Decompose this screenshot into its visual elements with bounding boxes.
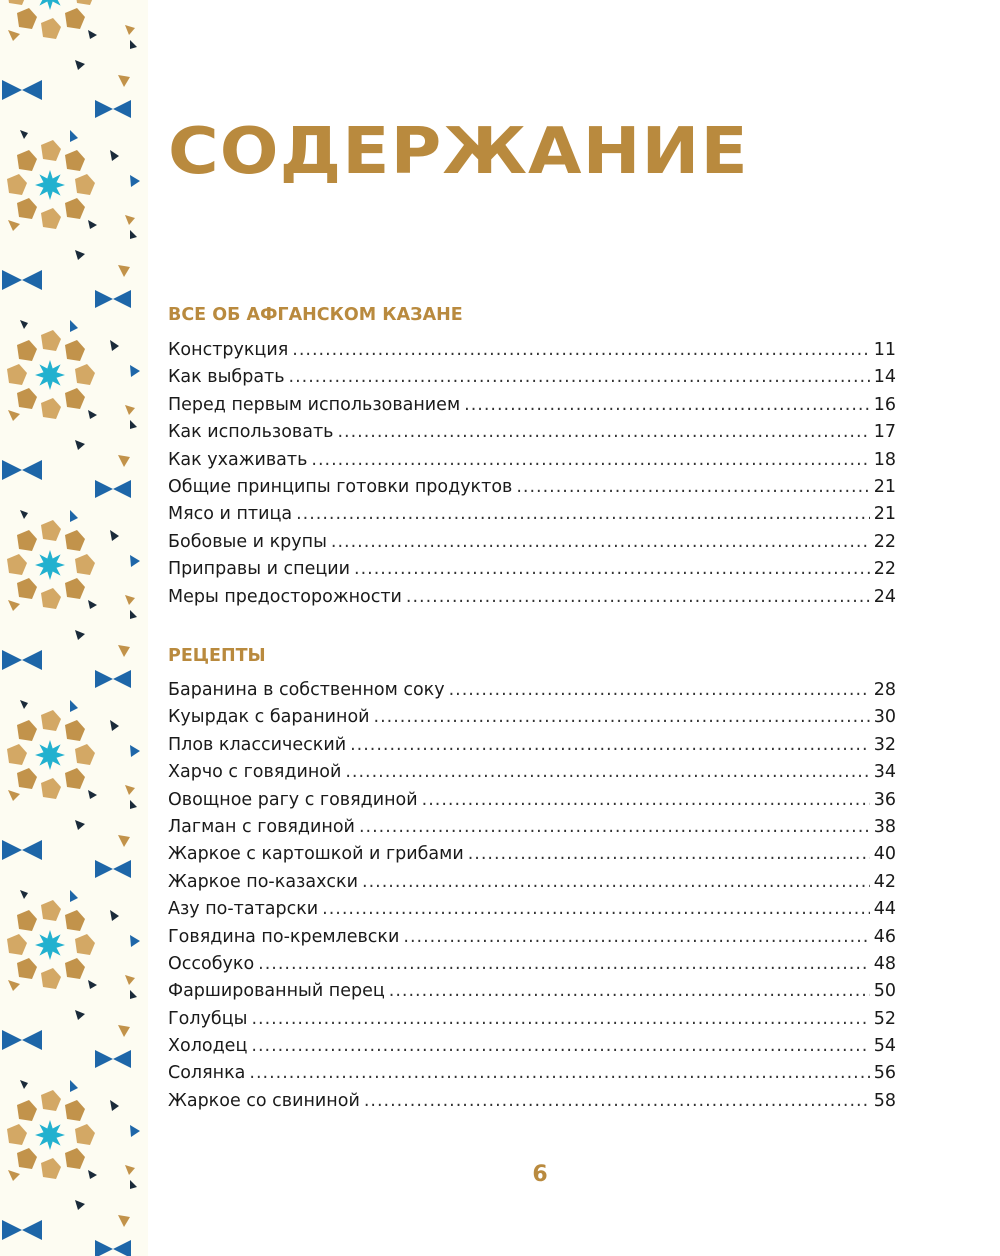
toc-dot-leader: [389, 978, 870, 1005]
toc-dot-leader: [345, 759, 869, 786]
toc-dot-leader: [249, 1060, 869, 1087]
toc-entry-page: 14: [873, 367, 896, 388]
toc-entry[interactable]: [168, 584, 896, 611]
toc-dot-leader: [251, 1006, 869, 1033]
toc-entry-page: 21: [873, 504, 896, 525]
toc-entry-page: 21: [873, 476, 896, 497]
toc-dot-leader: [337, 419, 869, 446]
toc-entry-page: 17: [873, 422, 896, 443]
section-heading-kazan: ВСЕ ОБ АФГАНСКОМ КАЗАНЕ: [168, 305, 463, 325]
toc-entry[interactable]: [168, 1060, 896, 1087]
toc-dot-leader: [251, 1033, 869, 1060]
toc-dot-leader: [468, 841, 870, 868]
toc-entry-page: 36: [873, 789, 896, 810]
toc-dot-leader: [322, 896, 870, 923]
toc-entry-label: Плов классический: [168, 734, 347, 755]
toc-entry[interactable]: [168, 419, 896, 446]
toc-entry-page: 24: [873, 586, 896, 607]
toc-dot-leader: [362, 869, 870, 896]
toc-dot-leader: [406, 584, 870, 611]
toc-list-recipes: [168, 677, 896, 1115]
toc-dot-leader: [331, 529, 870, 556]
toc-entry-label: Мясо и птица: [168, 504, 293, 525]
toc-entry-page: 22: [873, 531, 896, 552]
toc-entry-page: 54: [873, 1036, 896, 1057]
toc-entry[interactable]: [168, 814, 896, 841]
toc-dot-leader: [374, 704, 870, 731]
toc-entry-page: 40: [873, 844, 896, 865]
toc-entry[interactable]: [168, 896, 896, 923]
section-heading-recipes: РЕЦЕПТЫ: [168, 646, 266, 666]
toc-dot-leader: [350, 732, 870, 759]
toc-entry-label: Говядина по-кремлевски: [168, 926, 400, 947]
toc-dot-leader: [359, 814, 870, 841]
toc-entry-page: 48: [873, 953, 896, 974]
toc-entry[interactable]: [168, 704, 896, 731]
page-number: 6: [532, 1162, 548, 1187]
toc-entry-label: Общие принципы готовки продуктов: [168, 476, 513, 497]
toc-entry[interactable]: [168, 787, 896, 814]
decorative-ornament-strip: [0, 0, 148, 1256]
toc-entry-page: 34: [873, 762, 896, 783]
toc-dot-leader: [449, 677, 870, 704]
geometric-pattern-icon: [0, 0, 148, 1256]
toc-entry-label: Жаркое с картошкой и грибами: [168, 844, 464, 865]
toc-entry-label: Бобовые и крупы: [168, 531, 327, 552]
toc-entry-label: Конструкция: [168, 340, 289, 360]
toc-entry-page: 28: [873, 680, 896, 700]
toc-dot-leader: [464, 392, 870, 419]
toc-entry-label: Солянка: [168, 1063, 246, 1084]
toc-entry-page: 56: [873, 1063, 896, 1084]
toc-entry[interactable]: [168, 978, 896, 1005]
toc-entry-label: Азу по-татарски: [168, 899, 319, 920]
toc-entry-page: 52: [873, 1008, 896, 1029]
toc-entry-label: Как выбрать: [168, 367, 285, 388]
toc-entry-page: 38: [873, 816, 896, 837]
toc-dot-leader: [364, 1088, 870, 1115]
toc-entry[interactable]: [168, 841, 896, 868]
toc-entry-label: Баранина в собственном соку: [168, 680, 445, 700]
toc-entry[interactable]: [168, 924, 896, 951]
toc-entry[interactable]: [168, 1033, 896, 1060]
toc-entry-label: Голубцы: [168, 1008, 248, 1029]
toc-entry[interactable]: [168, 951, 896, 978]
page-title: СОДЕРЖАНИЕ: [168, 115, 749, 189]
toc-entry-label: Жаркое по-казахски: [168, 871, 358, 892]
toc-entry[interactable]: [168, 474, 896, 501]
toc-entry-label: Как ухаживать: [168, 449, 308, 470]
toc-entry[interactable]: [168, 677, 896, 704]
toc-entry[interactable]: [168, 392, 896, 419]
toc-dot-leader: [289, 364, 870, 391]
toc-entry-label: Фаршированный перец: [168, 981, 385, 1002]
toc-dot-leader: [292, 337, 869, 364]
toc-entry[interactable]: [168, 501, 896, 528]
toc-entry-label: Куырдак с бараниной: [168, 707, 370, 728]
toc-entry[interactable]: [168, 759, 896, 786]
toc-entry-page: 16: [873, 394, 896, 415]
toc-entry-page: 44: [873, 899, 896, 920]
toc-entry[interactable]: [168, 732, 896, 759]
toc-entry-label: Приправы и специи: [168, 559, 351, 580]
toc-entry[interactable]: [168, 1006, 896, 1033]
toc-dot-leader: [258, 951, 870, 978]
toc-entry[interactable]: [168, 556, 896, 583]
toc-dot-leader: [516, 474, 869, 501]
toc-entry-label: Как использовать: [168, 422, 334, 443]
toc-entry-page: 50: [873, 981, 896, 1002]
toc-entry-page: 46: [873, 926, 896, 947]
toc-entry-page: 58: [873, 1090, 896, 1111]
toc-entry[interactable]: [168, 1088, 896, 1115]
toc-entry-label: Перед первым использованием: [168, 394, 461, 415]
toc-entry-label: Харчо с говядиной: [168, 762, 342, 783]
toc-dot-leader: [422, 787, 870, 814]
toc-entry-label: Меры предосторожности: [168, 586, 402, 607]
toc-dot-leader: [403, 924, 869, 951]
toc-entry[interactable]: [168, 529, 896, 556]
toc-list-kazan: [168, 337, 896, 611]
toc-entry-page: 22: [873, 559, 896, 580]
toc-entry[interactable]: [168, 337, 896, 364]
toc-entry[interactable]: [168, 869, 896, 896]
toc-entry-label: Жаркое со свининой: [168, 1090, 360, 1111]
toc-entry[interactable]: [168, 364, 896, 391]
toc-dot-leader: [354, 556, 870, 583]
toc-entry-page: 11: [873, 340, 896, 360]
toc-dot-leader: [311, 447, 869, 474]
toc-entry-page: 18: [873, 449, 896, 470]
toc-dot-leader: [296, 501, 870, 528]
toc-entry-page: 30: [873, 707, 896, 728]
toc-entry-page: 32: [873, 734, 896, 755]
toc-entry-label: Лагман с говядиной: [168, 816, 355, 837]
toc-entry-label: Холодец: [168, 1036, 248, 1057]
toc-entry-label: Оссобуко: [168, 953, 255, 974]
toc-entry[interactable]: [168, 447, 896, 474]
toc-entry-page: 42: [873, 871, 896, 892]
toc-entry-label: Овощное рагу с говядиной: [168, 789, 418, 810]
